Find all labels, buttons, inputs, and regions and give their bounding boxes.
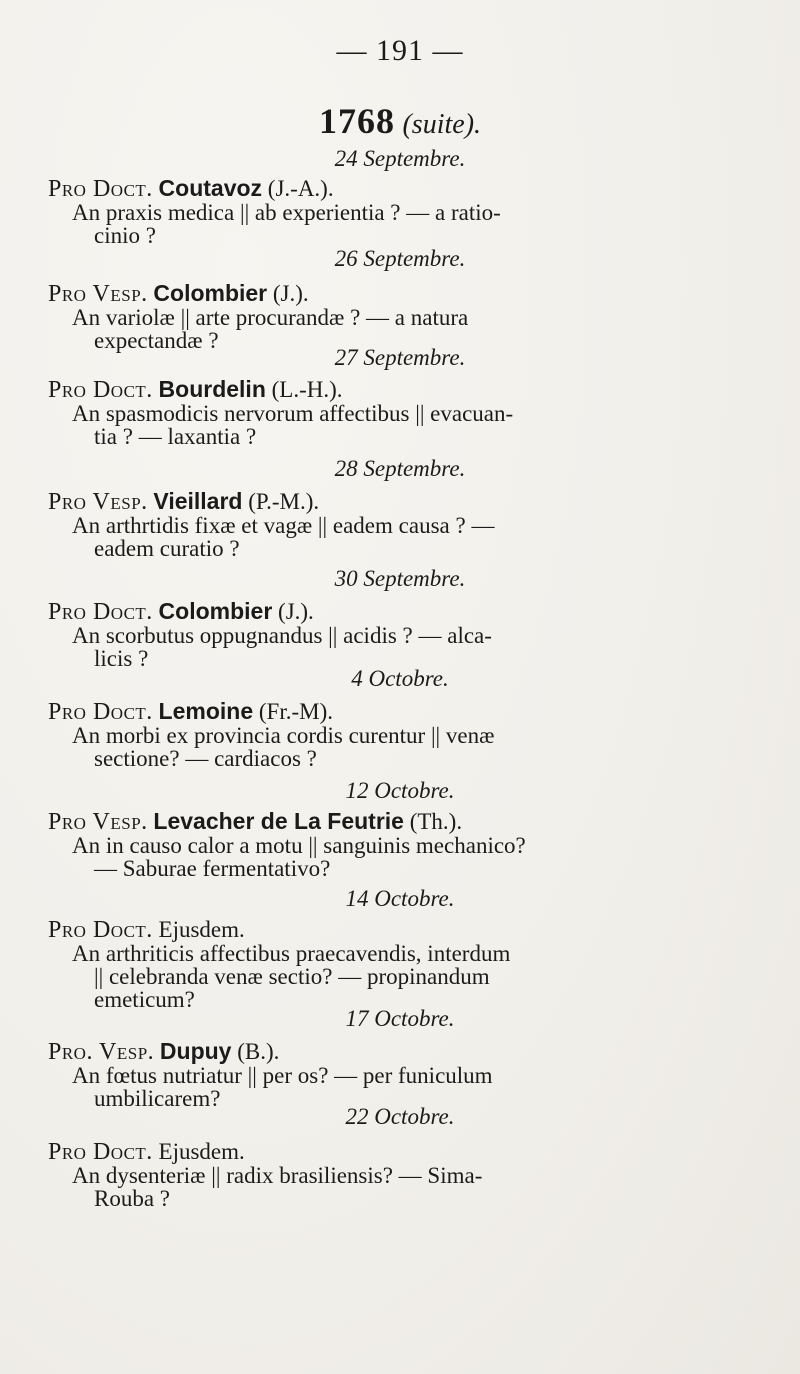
candidate-initials: (J.-A.). bbox=[267, 176, 334, 201]
candidate-initials: (Fr.-M). bbox=[258, 699, 333, 724]
degree-label: Pro Doct. bbox=[48, 917, 153, 943]
degree-label: Pro. Vesp. bbox=[48, 1039, 155, 1065]
entry-date: 14 Octobre. bbox=[345, 886, 455, 911]
thesis-heading bbox=[48, 700, 648, 724]
thesis-question: An praxis medica || ab experientia ? — a ratio- cinio ? bbox=[72, 200, 501, 248]
candidate-initials: (B.). bbox=[237, 1039, 280, 1064]
thesis-entry bbox=[48, 177, 648, 247]
candidate-initials: (J.). bbox=[272, 281, 309, 306]
candidate-initials: (L.-H.). bbox=[271, 377, 343, 402]
thesis-heading bbox=[48, 490, 648, 514]
thesis-question: An morbi ex provincia cordis curentur || venæ sectione? — cardiacos ? bbox=[72, 723, 495, 771]
thesis-question: An arthriticis affectibus praecavendis, interdum || celebranda venæ sectio? — propinandum emeticum? bbox=[72, 941, 511, 1012]
thesis-heading bbox=[48, 600, 648, 624]
entry-date: 12 Octobre. bbox=[345, 778, 455, 803]
page-number: — 191 — bbox=[336, 34, 464, 67]
thesis-question: An variolæ || arte procurandæ ? — a natura expectandæ ? bbox=[72, 305, 469, 353]
degree-label: Pro Vesp. bbox=[48, 489, 148, 515]
entry-date: 17 Octobre. bbox=[345, 1006, 455, 1031]
entry-date: 28 Septembre. bbox=[334, 456, 466, 481]
thesis-heading bbox=[48, 177, 648, 201]
thesis-question: An arthrtidis fixæ et vagæ || eadem causa ? — eadem curatio ? bbox=[72, 513, 495, 561]
thesis-heading bbox=[48, 1140, 648, 1164]
candidate-initials: (Th.). bbox=[409, 809, 463, 834]
suite-label: (suite). bbox=[402, 109, 482, 140]
degree-label: Pro Doct. bbox=[48, 377, 153, 403]
thesis-entry bbox=[48, 282, 648, 352]
thesis-heading bbox=[48, 1040, 648, 1064]
year-heading: 1768 bbox=[318, 101, 395, 141]
thesis-heading bbox=[48, 810, 648, 834]
entry-date: 30 Septembre. bbox=[334, 566, 466, 591]
candidate-name: Levacher de La Feutrie bbox=[153, 808, 404, 834]
thesis-question: An dysenteriæ || radix brasiliensis? — Sima- Rouba ? bbox=[72, 1163, 483, 1211]
thesis-entry bbox=[48, 1140, 648, 1210]
thesis-entry bbox=[48, 490, 648, 560]
candidate-initials: (J.). bbox=[278, 599, 314, 624]
entry-date: 27 Septembre. bbox=[334, 345, 466, 370]
entry-date: 4 Octobre. bbox=[351, 666, 449, 691]
candidate-name: Dupuy bbox=[159, 1038, 232, 1064]
candidate-name: Bourdelin bbox=[158, 376, 266, 402]
entry-date: 26 Septembre. bbox=[334, 246, 466, 271]
degree-label: Pro Doct. bbox=[48, 176, 153, 202]
candidate-name: Vieillard bbox=[153, 488, 243, 514]
thesis-heading bbox=[48, 918, 648, 942]
thesis-heading bbox=[48, 282, 648, 306]
candidate-name: Coutavoz bbox=[158, 175, 263, 201]
degree-label: Pro Doct. bbox=[48, 699, 153, 725]
degree-label: Pro Doct. bbox=[48, 599, 153, 625]
entry-date: 22 Octobre. bbox=[345, 1104, 455, 1129]
thesis-heading bbox=[48, 378, 648, 402]
degree-label: Pro Vesp. bbox=[48, 809, 148, 835]
thesis-question: An in causo calor a motu || sanguinis mechanico? — Saburae fermentativo? bbox=[72, 833, 526, 881]
candidate-initials: (P.-M.). bbox=[248, 489, 320, 514]
entry-date: 24 Septembre. bbox=[334, 146, 466, 171]
thesis-entry bbox=[48, 1040, 648, 1110]
degree-label: Pro Vesp. bbox=[48, 281, 148, 307]
thesis-entry bbox=[48, 810, 648, 880]
thesis-question: An scorbutus oppugnandus || acidis ? — alca- licis ? bbox=[72, 623, 492, 671]
candidate-initials: Ejusdem. bbox=[158, 1139, 245, 1164]
thesis-entry bbox=[48, 600, 648, 670]
degree-label: Pro Doct. bbox=[48, 1139, 153, 1165]
thesis-entry bbox=[48, 700, 648, 770]
page-title bbox=[0, 100, 800, 142]
candidate-name: Lemoine bbox=[158, 698, 254, 724]
candidate-name: Colombier bbox=[153, 280, 268, 306]
thesis-entry bbox=[48, 378, 648, 448]
thesis-entry bbox=[48, 918, 648, 1011]
candidate-name: Colombier bbox=[158, 598, 273, 624]
thesis-question: An fœtus nutriatur || per os? — per funiculum umbilicarem? bbox=[72, 1063, 493, 1111]
thesis-question: An spasmodicis nervorum affectibus || evacuan- tia ? — laxantia ? bbox=[72, 401, 514, 449]
candidate-initials: Ejusdem. bbox=[158, 917, 245, 942]
